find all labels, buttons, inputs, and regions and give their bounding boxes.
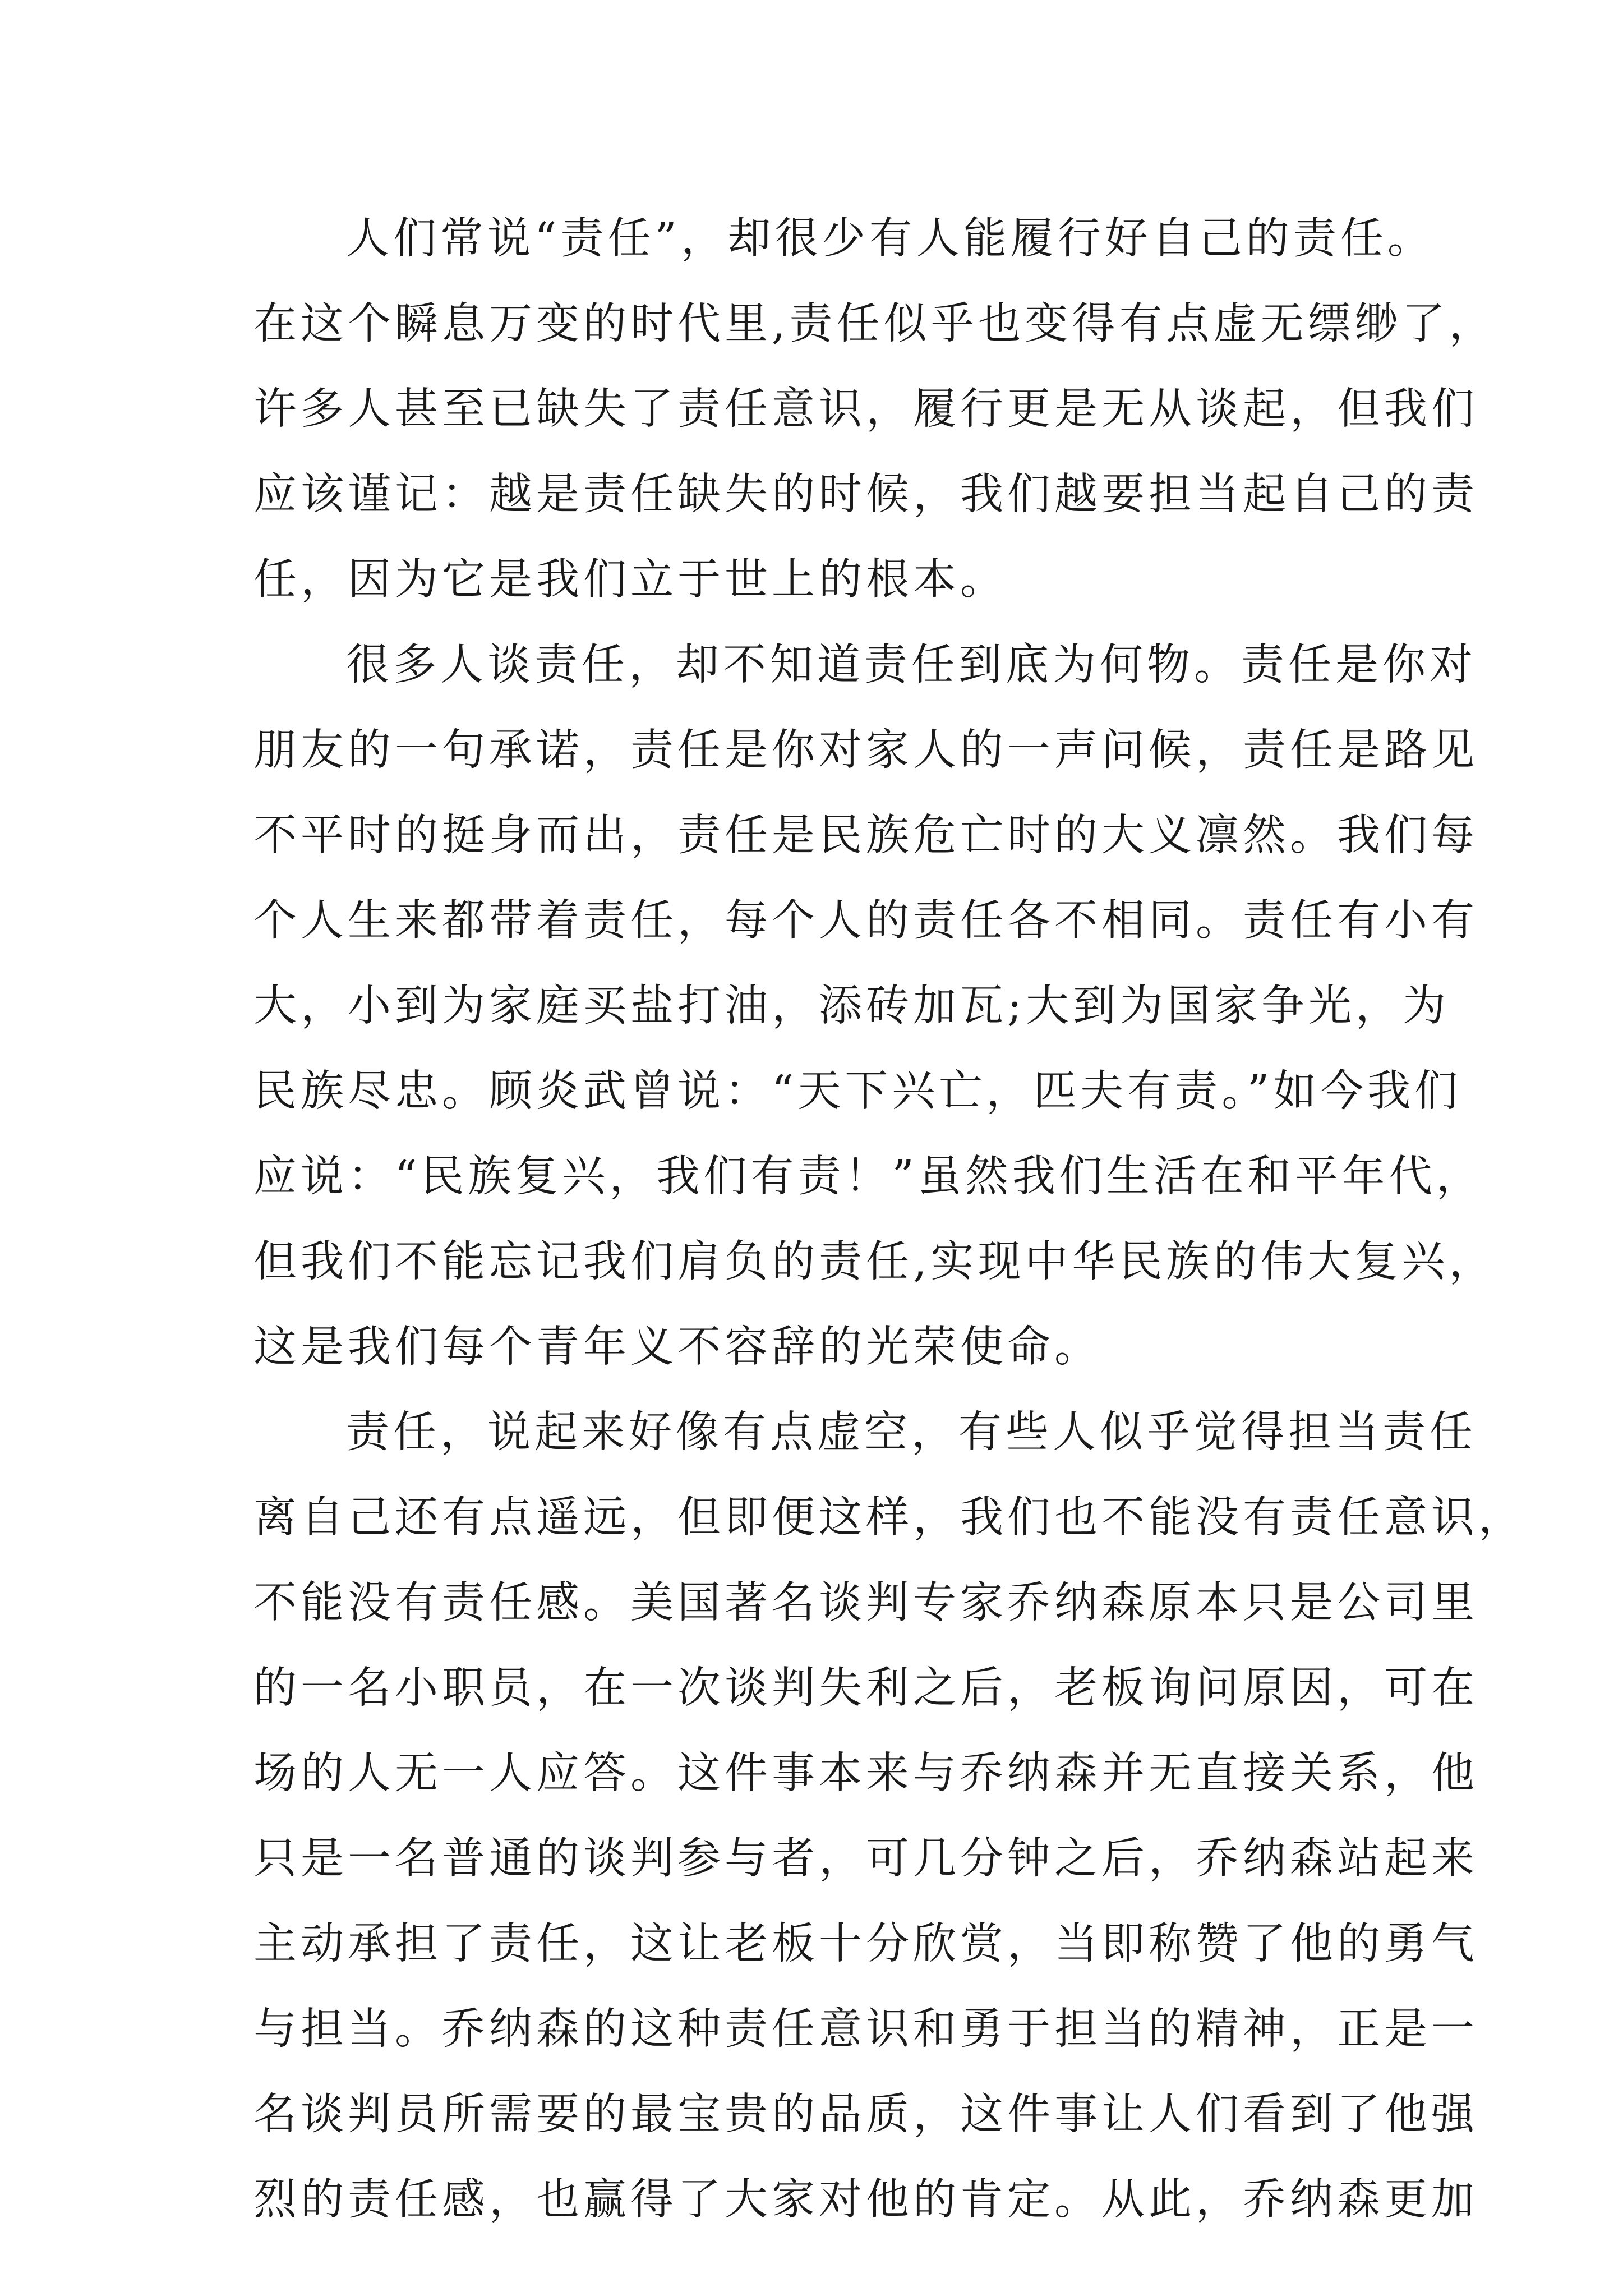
paragraph-1-line-2: 在这个瞬息万变的时代里,责任似乎也变得有点虚无缥缈了， (253, 299, 1496, 349)
paragraph-2-line-4: 个人生来都带着责任，每个人的责任各不相同。责任有小有 (253, 896, 1478, 946)
paragraph-3-line-5: 场的人无一人应答。这件事本来与乔纳森并无直接关系，他 (253, 1749, 1478, 1798)
essay-body (253, 196, 1525, 2243)
paragraph-3-line-6: 只是一名普通的谈判参与者，可几分钟之后，乔纳森站起来 (253, 1834, 1478, 1884)
paragraph-2-line-6: 民族尽忠。顾炎武曾说：“天下兴亡，匹夫有责。”如今我们 (253, 1066, 1462, 1116)
paragraph-3-line-7: 主动承担了责任，这让老板十分欣赏，当即称赞了他的勇气 (253, 1919, 1478, 1969)
paragraph-2-line-2: 朋友的一句承诺，责任是你对家人的一声问候，责任是路见 (253, 725, 1478, 775)
paragraph-2-line-9: 这是我们每个青年义不容辞的光荣使命。 (253, 1322, 1101, 1372)
paragraph-2-line-1: 很多人谈责任，却不知道责任到底为何物。责任是你对 (346, 640, 1477, 690)
paragraph-3-line-8: 与担当。乔纳森的这种责任意识和勇于担当的精神，正是一 (253, 2004, 1478, 2054)
paragraph-2-line-3: 不平时的挺身而出，责任是民族危亡时的大义凛然。我们每 (253, 811, 1478, 861)
paragraph-1-line-3: 许多人甚至已缺失了责任意识，履行更是无从谈起，但我们 (253, 384, 1478, 434)
paragraph-2-line-5: 大，小到为家庭买盐打油，添砖加瓦;大到为国家争光，为 (253, 981, 1450, 1031)
paragraph-3-line-9: 名谈判员所需要的最宝贵的品质，这件事让人们看到了他强 (253, 2090, 1478, 2139)
paragraph-2-line-7: 应说：“民族复兴，我们有责！”虽然我们生活在和平年代， (253, 1152, 1483, 1202)
paragraph-3-line-2: 离自己还有点遥远，但即便这样，我们也不能没有责任意识， (253, 1493, 1525, 1543)
paragraph-3-line-3: 不能没有责任感。美国著名谈判专家乔纳森原本只是公司里 (253, 1578, 1478, 1628)
paragraph-3-line-4: 的一名小职员，在一次谈判失利之后，老板询问原因，可在 (253, 1663, 1478, 1713)
paragraph-1-line-5: 任，因为它是我们立于世上的根本。 (253, 555, 1007, 605)
paragraph-2-line-8: 但我们不能忘记我们肩负的责任,实现中华民族的伟大复兴， (253, 1237, 1496, 1287)
paragraph-3-line-10: 烈的责任感，也赢得了大家对他的肯定。从此，乔纳森更加 (253, 2175, 1478, 2225)
paragraph-1-line-1: 人们常说“责任”，却很少有人能履行好自己的责任。 (346, 214, 1435, 264)
paragraph-3-line-1: 责任，说起来好像有点虚空，有些人似乎觉得担当责任 (346, 1407, 1477, 1457)
paragraph-1-line-4: 应该谨记：越是责任缺失的时候，我们越要担当起自己的责 (253, 470, 1478, 519)
